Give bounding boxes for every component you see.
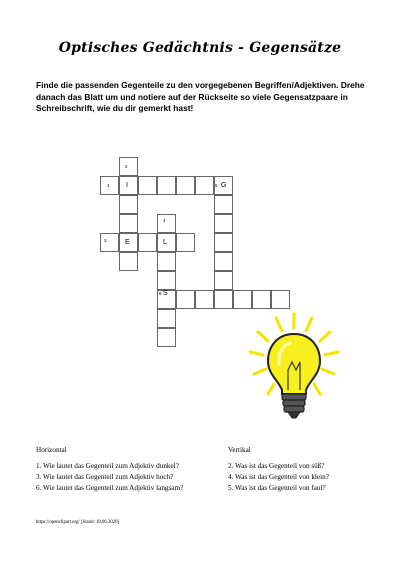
horizontal-clue: 1. Wie lautet das Gegenteil zum Adjektiv dunkel? — [36, 462, 179, 470]
clue-number: 6 — [159, 291, 162, 296]
crossword-cell[interactable] — [157, 271, 176, 290]
crossword-cell[interactable] — [157, 252, 176, 271]
horizontal-clue: 6. Wie lautet das Gegenteil zum Adjektiv langsam? — [36, 484, 184, 492]
crossword-cell[interactable] — [119, 195, 138, 214]
crossword-cell[interactable] — [138, 176, 157, 195]
clue-number: 3 — [104, 238, 107, 243]
crossword-cell[interactable] — [157, 214, 176, 233]
page-title: Optisches Gedächtnis - Gegensätze — [58, 40, 342, 56]
given-letter: E — [125, 239, 130, 246]
instructions: Finde die passenden Gegenteile zu den vorgegebenen Begriffen/Adjektiven. Drehe danach das Blatt um und notiere auf der Rückseite so viele Gegensatzpaare in Schreibschrift, wie du dir gemerkt hast! — [36, 80, 365, 113]
crossword-cell[interactable] — [119, 252, 138, 271]
vertical-heading: Vertikal — [228, 446, 251, 454]
crossword-cell[interactable] — [214, 271, 233, 290]
lightbulb-icon — [238, 312, 350, 422]
crossword-cell[interactable] — [195, 176, 214, 195]
clue-number: 1 — [107, 183, 110, 188]
crossword-cell[interactable] — [214, 195, 233, 214]
crossword-cell[interactable] — [195, 290, 214, 309]
crossword-cell[interactable] — [176, 176, 195, 195]
clue-number: 2 — [125, 164, 128, 169]
crossword-cell[interactable] — [214, 290, 233, 309]
crossword-cell[interactable] — [176, 290, 195, 309]
crossword-cell[interactable] — [214, 252, 233, 271]
crossword-cell[interactable] — [176, 233, 195, 252]
source-footer: https://openclipart.org/ [Stand: 18.06.2020] — [36, 520, 120, 525]
given-letter: S — [163, 290, 168, 297]
crossword-cell[interactable] — [100, 233, 119, 252]
horizontal-clue: 3. Wie lautet das Gegenteil zum Adjektiv hoch? — [36, 473, 174, 481]
horizontal-heading: Horizontal — [36, 446, 67, 454]
crossword-cell[interactable] — [119, 157, 138, 176]
crossword-cell[interactable] — [157, 328, 176, 347]
vertical-clue: 5. Was ist das Gegenteil von faul? — [228, 484, 326, 492]
crossword-cell[interactable] — [214, 233, 233, 252]
crossword-cell[interactable] — [157, 176, 176, 195]
vertical-clue: 4. Was ist das Gegenteil von klein? — [228, 473, 329, 481]
crossword-cell[interactable] — [119, 214, 138, 233]
crossword-cell[interactable] — [119, 176, 138, 195]
crossword-cell[interactable] — [157, 309, 176, 328]
clue-number: 4 — [163, 218, 166, 223]
crossword-cell[interactable] — [138, 233, 157, 252]
clue-number: 5 — [215, 183, 218, 188]
crossword-cell[interactable] — [252, 290, 271, 309]
crossword-cell[interactable] — [214, 214, 233, 233]
given-letter: G — [221, 182, 227, 189]
given-letter: L — [163, 239, 167, 246]
given-letter: I — [126, 182, 128, 189]
vertical-clue: 2. Was ist das Gegenteil von süß? — [228, 462, 325, 470]
crossword-cell[interactable] — [271, 290, 290, 309]
crossword-cell[interactable] — [233, 290, 252, 309]
